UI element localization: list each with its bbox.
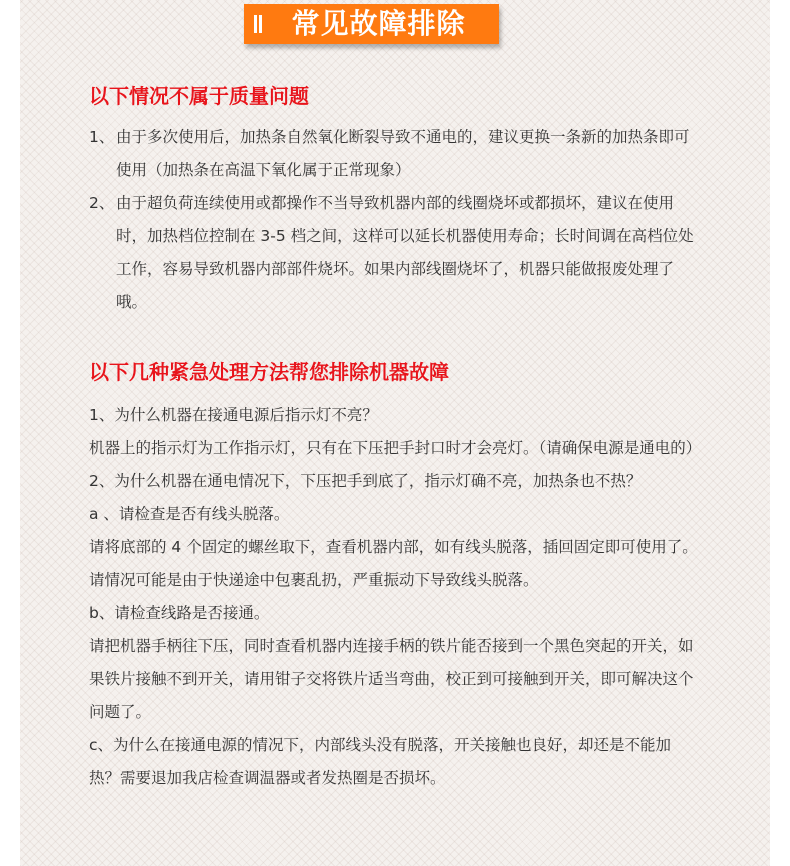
- title-bar-left: [254, 15, 257, 33]
- section-heading-quality: 以下情况不属于质量问题: [89, 84, 309, 108]
- title-bar-right: [259, 15, 262, 33]
- answer-2-text: 请将底部的 4 个固定的螺丝取下，查看机器内部，如有线头脱落，插回固定即可使用了。请情况可能是由于快递途中包裹乱扔，严重振动下导致线头脱落。: [89, 538, 698, 589]
- list-item-text: 由于多次使用后，加热条自然氧化断裂导致不通电的，建议更换一条新的加热条即可使用（加热条在高温下氧化属于正常现象）: [116, 128, 690, 179]
- question-2: 2、为什么机器在通电情况下，下压把手到底了，指示灯确不亮，加热条也不热？: [89, 472, 642, 490]
- list-item-text: 由于超负荷连续使用或都操作不当导致机器内部的线圈烧坏或都损坏，建议在使用时，加热档位控制在 3-5 档之间，这样可以延长机器使用寿命；长时间调在高档位处工作，容易导致机器内部部件烧坏。如果内部线圈烧坏了，机器只能做报废处理了哦。: [116, 194, 694, 311]
- list-item-number: 2、: [89, 194, 115, 212]
- list-item: [89, 121, 694, 187]
- answer-b-text: 请把机器手柄往下压，同时查看机器内连接手柄的铁片能否接到一个黑色突起的开关，如果铁片接触不到开关，请用钳子交将铁片适当弯曲，校正到可接触到开关，即可解决这个问题了。: [89, 637, 694, 721]
- answer-c-text: c、为什么在接通电源的情况下，内部线头没有脱落，开关接触也良好，却还是不能加热？需要退加我店检查调温器或者发热圈是否损坏。: [89, 736, 672, 787]
- title-banner: [244, 4, 499, 44]
- answer-b-label: b、请检查线路是否接通。: [89, 604, 270, 622]
- page-title: 常见故障排除: [291, 7, 466, 40]
- list-item-number: 1、: [89, 128, 115, 146]
- troubleshooting-qa: [89, 399, 702, 795]
- answer-2-label: a 、请检查是否有线头脱落。: [89, 505, 290, 523]
- title-bars-icon: [254, 15, 264, 33]
- question-1: 1、为什么机器在接通电源后指示灯不亮？: [89, 406, 378, 424]
- answer-1: 机器上的指示灯为工作指示灯，只有在下压把手封口时才会亮灯。（请确保电源是通电的）: [89, 439, 702, 457]
- section-heading-emergency: 以下几种紧急处理方法帮您排除机器故障: [89, 360, 449, 384]
- list-item: [89, 187, 694, 319]
- quality-issues-list: [89, 121, 694, 319]
